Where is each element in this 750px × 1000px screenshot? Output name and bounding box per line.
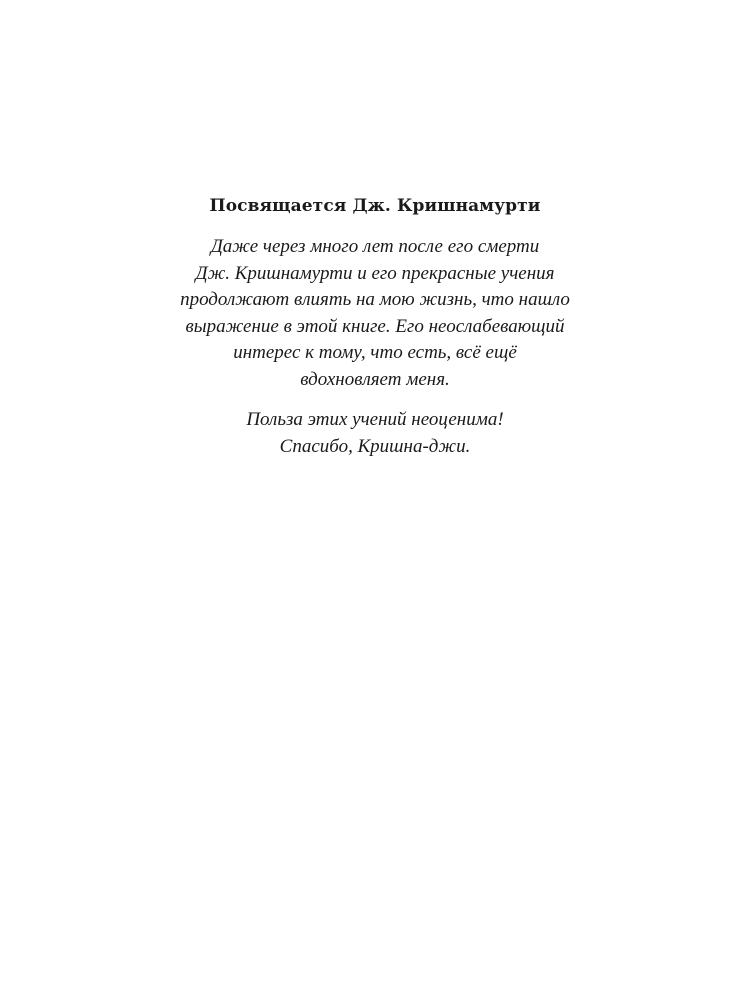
- text-line: вдохновляет меня.: [300, 368, 450, 390]
- dedication-paragraph: [100, 407, 650, 460]
- dedication-block: [100, 192, 650, 474]
- text-line: Польза этих учений неоценима!: [246, 409, 504, 430]
- text-line: интерес к тому, что есть, всё ещё: [233, 342, 517, 363]
- text-line: выражение в этой книге. Его неослабевающий: [185, 315, 565, 337]
- dedication-paragraph: [100, 234, 650, 393]
- text-line: продолжают влиять на мою жизнь, что нашло: [180, 289, 570, 310]
- text-line: Спасибо, Кришна-джи.: [279, 435, 471, 457]
- text-line: Дж. Кришнамурти и его прекрасные учения: [195, 262, 555, 284]
- dedication-title: Посвящается Дж. Кришнамурти: [209, 196, 541, 216]
- text-line: Даже через много лет после его смерти: [210, 236, 540, 257]
